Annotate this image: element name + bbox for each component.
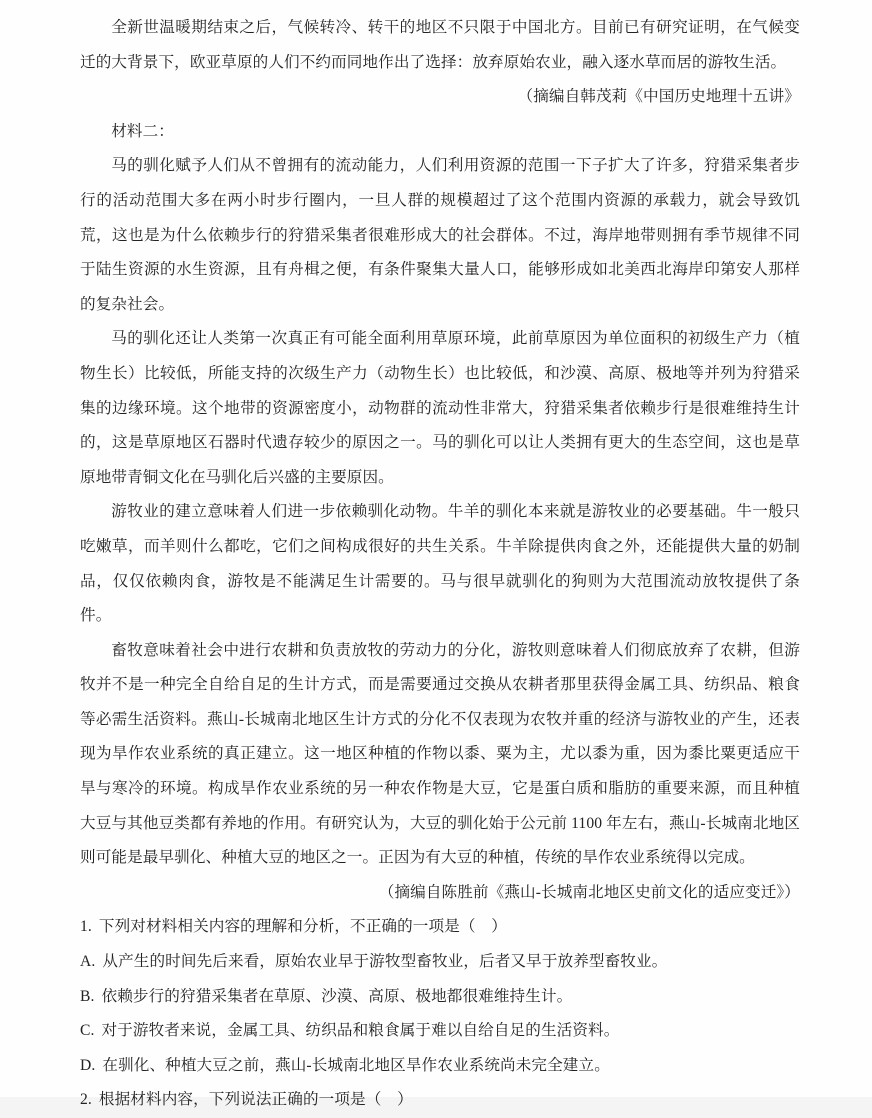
option-d-text: 在驯化、种植大豆之前，燕山-长城南北地区旱作农业系统尚未完全建立。 — [102, 1056, 610, 1074]
question-1-text: 下列对材料相关内容的理解和分析，不正确的一项是（ ） — [98, 918, 507, 936]
option-c-text: 对于游牧者来说，金属工具、纺织品和粮食属于难以自给自足的生活资料。 — [101, 1022, 620, 1040]
option-a-text: 从产生的时间先后来看，原始农业早于游牧型畜牧业，后者又早于放养型畜牧业。 — [102, 953, 668, 971]
material-one-citation: （摘编自韩茂莉《中国历史地理十五讲》 — [517, 88, 800, 106]
question-2-text: 根据材料内容，下列说法正确的一项是（ ） — [98, 1091, 413, 1109]
option-b-text: 依赖步行的狩猎采集者在草原、沙漠、高原、极地都很难维持生计。 — [101, 987, 573, 1005]
material-two-citation: （摘编自陈胜前《燕山-长城南北地区史前文化的适应变迁》） — [378, 883, 800, 901]
material-two-paragraph-2: 马的驯化还让人类第一次真正有可能全面利用草原环境，此前草原因为单位面积的初级生产力（植物生长）比较低，所能支持的次级生产力（动物生长）也比较低，和沙漠、高原、极地等并列为狩猎采集的边缘环境。这个地带的资源密度小，动物群的流动性非常大，狩猎采集者依赖步行是很难维持生计的，这是草原地区石器时代遗存较少的原因之一。马的驯化可以让人类拥有更大的生态空间，这也是草原地带青铜文化在马驯化后兴盛的主要原因。 — [80, 330, 800, 486]
material-two-paragraph-4: 畜牧意味着社会中进行农耕和负责放牧的劳动力的分化，游牧则意味着人们彻底放弃了农耕，但游牧并不是一种完全自给自足的生计方式，而是需要通过交换从农耕者那里获得金属工具、纺织品、粮食等必需生活资料。燕山-长城南北地区生计方式的分化不仅表现为农牧并重的经济与游牧业的产生，还表现为旱作农业系统的真正建立。这一地区种植的作物以黍、粟为主，尤以黍为重，因为黍比粟更适应干旱与寒冷的环境。构成旱作农业系统的另一种农作物是大豆，它是蛋白质和脂肪的重要来源，而且种植大豆与其他豆类都有养地的作用。有研究认为，大豆的驯化始于公元前 1100 年左右，燕山-长城南北地区则可能是最早驯化、种植大豆的地区之一。正因为有大豆的种植，传统的旱作农业系统得以完成。 — [80, 641, 800, 867]
question-1-stem — [80, 910, 800, 945]
material-two-heading: 材料二： — [111, 122, 174, 140]
material-one-paragraph: 全新世温暖期结束之后，气候转冷、转干的地区不只限于中国北方。目前已有研究证明，在气候变迁的大背景下，欧亚草原的人们不约而同地作出了选择：放弃原始农业，融入逐水草而居的游牧生活。 — [80, 19, 800, 71]
question-2-number: 2. — [80, 1091, 92, 1109]
question-1-option-b — [80, 980, 800, 1015]
option-d-label: D. — [80, 1056, 96, 1074]
material-two-paragraph-1: 马的驯化赋予人们从不曾拥有的流动能力，人们利用资源的范围一下子扩大了许多，狩猎采集者步行的活动范围大多在两小时步行圈内，一旦人群的规模超过了这个范围内资源的承载力，就会导致饥荒，这也是为什么依赖步行的狩猎采集者很难形成大的社会群体。不过，海岸地带则拥有季节规律不同于陆生资源的水生资源，且有舟楫之便，有条件聚集大量人口，能够形成如北美西北海岸印第安人那样的复杂社会。 — [80, 157, 800, 313]
question-1-option-c — [80, 1014, 800, 1049]
question-2-stem — [80, 1083, 800, 1118]
option-b-label: B. — [80, 987, 95, 1005]
option-c-label: C. — [80, 1022, 95, 1040]
question-1-option-d — [80, 1049, 800, 1084]
question-1-number: 1. — [80, 918, 92, 936]
material-two-paragraph-3: 游牧业的建立意味着人们进一步依赖驯化动物。牛羊的驯化本来就是游牧业的必要基础。牛一般只吃嫩草，而羊则什么都吃，它们之间构成很好的共生关系。牛羊除提供肉食之外，还能提供大量的奶制品，仅仅依赖肉食，游牧是不能满足生计需要的。马与很早就驯化的狗则为大范围流动放牧提供了条件。 — [80, 503, 800, 625]
option-a-label: A. — [80, 953, 96, 971]
question-1-option-a — [80, 945, 800, 980]
